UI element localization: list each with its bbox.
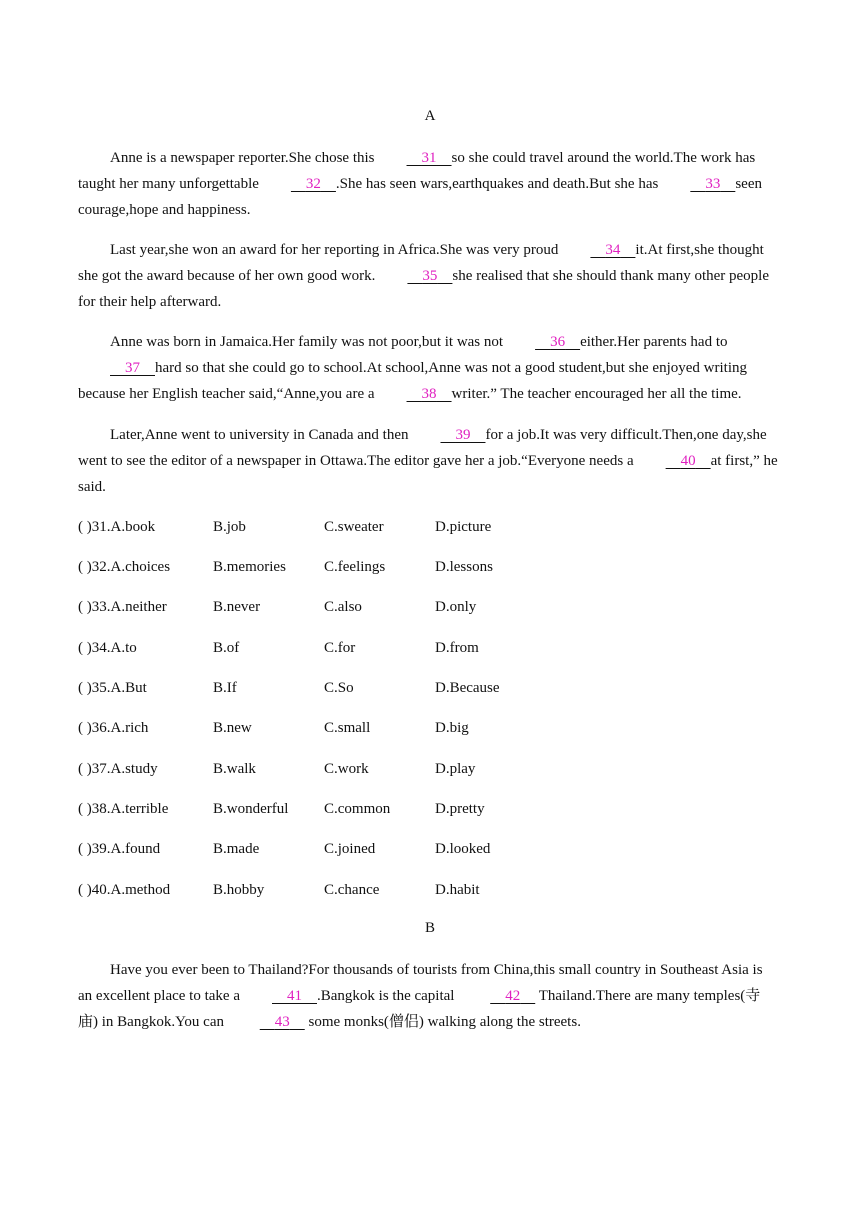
answer-blank[interactable] [259, 171, 336, 197]
answer-blank[interactable] [240, 983, 317, 1009]
passage-text: so she could travel around the world.The work has taught her many unforgettable [78, 150, 756, 192]
option-b: B.of [213, 640, 240, 656]
passage-text: seen courage,hope and happiness. [78, 176, 762, 218]
option-b: B.made [213, 841, 260, 857]
option-b: B.new [213, 720, 252, 736]
option-d: D.habit [435, 882, 480, 898]
option-b: B.never [213, 599, 261, 615]
option-c: C.common [324, 801, 391, 817]
option-b: B.walk [213, 761, 256, 777]
answer-blank[interactable] [503, 329, 580, 355]
answer-blank[interactable] [375, 263, 452, 289]
option-b: B.memories [213, 559, 286, 575]
question-number: ( )39.A.found [78, 841, 161, 857]
question-number: ( )37.A.study [78, 761, 158, 777]
blank-number: 40 [680, 453, 696, 469]
option-d: D.looked [435, 841, 491, 857]
section-a-paragraph-1 [78, 145, 778, 223]
blank-number: 41 [287, 988, 302, 1004]
question-number: ( )33.A.neither [78, 599, 167, 615]
option-b: B.If [213, 680, 237, 696]
option-c: C.also [324, 599, 362, 615]
passage-text: either.Her parents had to [580, 334, 728, 350]
passage-text: Last year,she won an award for her reporting in Africa.She was very proud [110, 242, 559, 258]
answer-blank[interactable] [375, 381, 452, 407]
blank-number: 39 [455, 427, 471, 443]
answer-blank[interactable] [78, 355, 155, 381]
question-number: ( )35.A.But [78, 680, 147, 696]
passage-text: at first,” he said. [78, 453, 778, 495]
option-d: D.from [435, 640, 479, 656]
answer-blank[interactable] [658, 171, 735, 197]
section-a-paragraph-2 [78, 237, 778, 315]
answer-blank[interactable] [408, 422, 485, 448]
blank-number: 31 [421, 150, 437, 166]
blank-number: 35 [422, 268, 438, 284]
passage-text: hard so that she could go to school.At school,Anne was not a good student,but she enjoyed writing because her English teacher said,“Anne,you are a [78, 360, 747, 402]
option-d: D.pretty [435, 801, 485, 817]
option-c: C.sweater [324, 519, 384, 535]
passage-text: she realised that she should thank many other people for their help afterward. [78, 268, 770, 310]
blank-number: 38 [421, 386, 437, 402]
passage-text: .She has seen wars,earthquakes and death.But she has [335, 176, 659, 192]
section-b-heading: B [424, 920, 435, 936]
answer-blank[interactable] [375, 145, 452, 171]
passage-text: Anne was born in Jamaica.Her family was not poor,but it was not [110, 334, 504, 350]
option-c: C.joined [324, 841, 376, 857]
option-c: C.So [324, 680, 354, 696]
blank-number: 32 [305, 176, 321, 192]
question-number: ( )38.A.terrible [78, 801, 169, 817]
option-d: D.only [435, 599, 477, 615]
passage-text: Later,Anne went to university in Canada and then [110, 427, 409, 443]
answer-blank[interactable] [634, 448, 711, 474]
option-c: C.for [324, 640, 356, 656]
passage-text: for a job.It was very difficult.Then,one day,she went to see the editor of a newspaper in Ottawa.The editor gave her a job.“Everyone needs a [78, 427, 767, 469]
option-b: B.hobby [213, 882, 265, 898]
passage-text: some monks(僧侣) walking along the streets. [304, 1014, 581, 1030]
blank-number: 42 [505, 988, 521, 1004]
section-a-heading: A [424, 108, 436, 124]
option-d: D.play [435, 761, 476, 777]
question-number: ( )36.A.rich [78, 720, 149, 736]
option-c: C.small [324, 720, 371, 736]
option-d: D.picture [435, 519, 492, 535]
section-a-paragraph-3 [78, 329, 778, 407]
option-b: B.wonderful [213, 801, 289, 817]
passage-text: it.At first,she thought she got the award because of her own good work. [78, 242, 764, 284]
blank-number: 36 [550, 334, 566, 350]
option-d: D.big [435, 720, 469, 736]
option-c: C.feelings [324, 559, 386, 575]
passage-text: .Bangkok is the capital [317, 988, 459, 1004]
answer-blank[interactable] [228, 1009, 305, 1035]
answer-blank[interactable] [458, 983, 535, 1009]
passage-text: Thailand.There are many temples(寺庙) in Bangkok.You can [78, 988, 761, 1030]
option-d: D.lessons [435, 559, 493, 575]
section-b-paragraph [78, 957, 778, 1035]
blank-number: 37 [125, 360, 140, 376]
passage-text: writer.” The teacher encouraged her all the time. [451, 386, 742, 402]
question-number: ( )34.A.to [78, 640, 137, 656]
question-number: ( )32.A.choices [78, 559, 171, 575]
passage-text: Have you ever been to Thailand?For thousands of tourists from China,this small country in Southeast Asia is an excellent place to take a [78, 962, 763, 1004]
blank-number: 43 [274, 1014, 290, 1030]
question-number: ( )40.A.method [78, 882, 171, 898]
option-d: D.Because [435, 680, 500, 696]
answer-blank[interactable] [558, 237, 635, 263]
option-c: C.chance [324, 882, 380, 898]
blank-number: 33 [705, 176, 721, 192]
blank-number: 34 [605, 242, 621, 258]
question-number: ( )31.A.book [78, 519, 156, 535]
section-a-paragraph-4 [78, 422, 778, 500]
option-c: C.work [324, 761, 369, 777]
passage-text: Anne is a newspaper reporter.She chose this [110, 150, 375, 166]
option-b: B.job [213, 519, 246, 535]
